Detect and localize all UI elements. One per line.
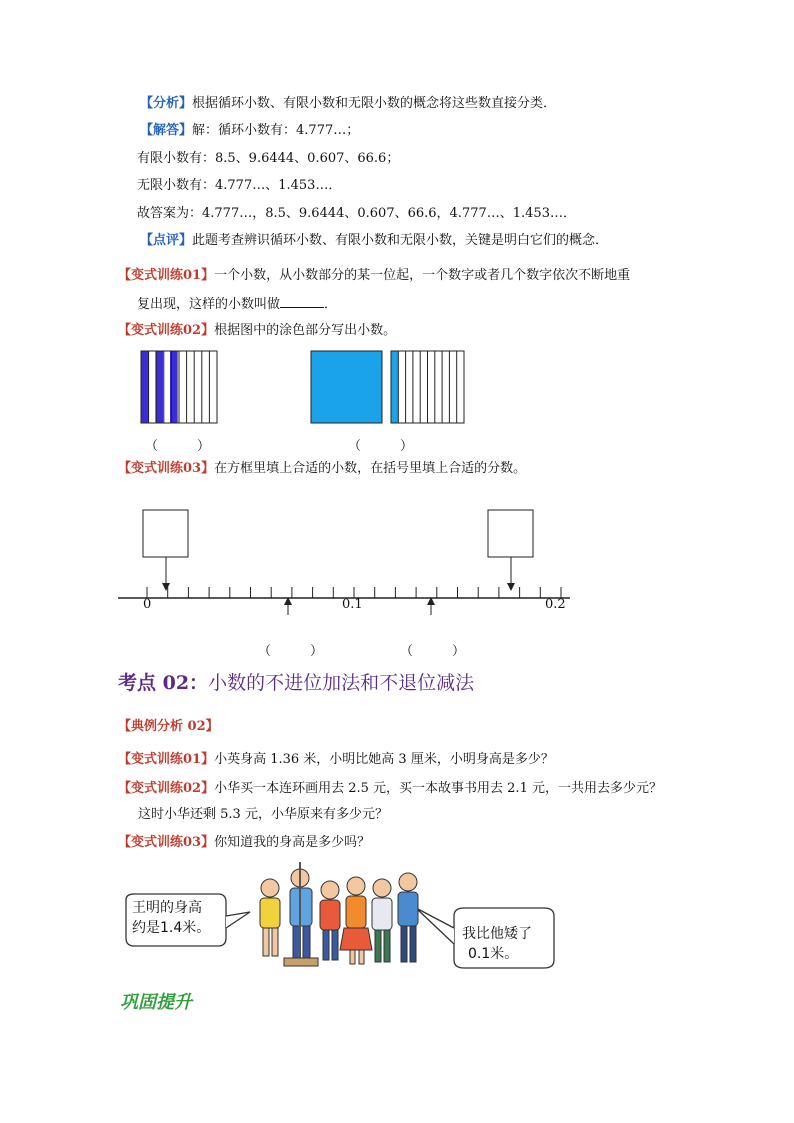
exercise-2-line <box>118 322 396 340</box>
number-line-label-0: 0 <box>143 597 152 612</box>
answer-blank[interactable] <box>280 295 324 308</box>
section2-exercise-3-line <box>118 834 370 852</box>
exercise-1-line-2 <box>137 295 337 314</box>
number-line-label-0-2: 0.2 <box>545 597 566 612</box>
striped-square-figure <box>390 350 466 425</box>
exercise-1-tag: 【变式训练01】 <box>118 268 215 283</box>
section-title: 小数的不进位加法和不退位减法 <box>208 672 475 694</box>
arrow-down-left-icon <box>162 583 170 591</box>
section2-exercise-3-text: 你知道我的身高是多少吗？ <box>214 835 371 850</box>
solution-line <box>140 122 359 140</box>
figure-1-answer-paren[interactable]: （ ） <box>145 439 211 454</box>
example-analysis-tag: 【典例分析 02】 <box>118 719 219 734</box>
number-line-label-0-1: 0.1 <box>342 597 363 612</box>
section2-exercise-2-line-2: 这时小华还剩 5.3 元，小华原来有多少元？ <box>138 807 388 822</box>
number-line-answer-paren-2[interactable]: （ ） <box>400 644 466 659</box>
exercise-1-text: 一个小数，从小数部分的某一位起，一个数字或者几个数字依次不断地重 <box>214 268 631 283</box>
answer-line: 故答案为：4.777…，8.5、9.6444、0.607、66.6，4.777…、1.453…． <box>137 206 576 221</box>
fenxi-text: 根据循环小数、有限小数和无限小数的概念将这些数直接分类． <box>192 96 557 111</box>
exercise-3-text: 在方框里填上合适的小数，在括号里填上合适的分数。 <box>214 461 527 476</box>
exercise-3-line <box>118 460 526 478</box>
children-group-icon <box>260 862 418 966</box>
dianping-text: 此题考查辨识循环小数、有限小数和无限小数，关键是明白它们的概念． <box>192 233 609 248</box>
fenxi-tag: 【分析】 <box>140 96 193 111</box>
number-line-box-left[interactable] <box>143 510 188 557</box>
finite-decimals-line: 有限小数有：8.5、9.6444、0.607、66.6； <box>137 151 400 166</box>
exercise-1-text-2a: 复出现，这样的小数叫做 <box>137 297 281 312</box>
arrow-down-right-icon <box>507 583 515 591</box>
figure-2-answer-paren[interactable]: （ ） <box>348 439 414 454</box>
full-square-figure <box>310 350 384 425</box>
bubble-left-text: 王明的身高 约是1.4米。 <box>132 900 211 936</box>
exercise-1-text-2b: ． <box>324 297 338 312</box>
infinite-decimals-line: 无限小数有：4.777…、1.453…． <box>137 178 342 193</box>
bubble-right-text: 我比他矮了 0.1米。 <box>462 926 532 962</box>
striped-rectangle-figure <box>140 350 220 425</box>
section-number: 考点 02： <box>118 672 209 694</box>
section-heading <box>118 668 474 695</box>
jieda-text: 解：循环小数有：4.777…； <box>192 123 360 138</box>
exercise-2-text: 根据图中的涂色部分写出小数。 <box>214 323 397 338</box>
section2-exercise-1-line <box>118 751 554 769</box>
number-line-answer-paren-1[interactable]: （ ） <box>258 644 324 659</box>
consolidation-heading: 巩固提升 <box>120 992 192 1013</box>
jieda-tag: 【解答】 <box>140 123 193 138</box>
section2-exercise-3-tag: 【变式训练03】 <box>118 835 215 850</box>
analysis-line <box>140 95 556 113</box>
comment-line <box>140 232 608 250</box>
section2-exercise-2-tag: 【变式训练02】 <box>118 781 215 796</box>
exercise-3-tag: 【变式训练03】 <box>118 461 215 476</box>
dianping-tag: 【点评】 <box>140 233 193 248</box>
exercise-1-line <box>118 267 630 285</box>
section2-exercise-1-text: 小英身高 1.36 米，小明比她高 3 厘米，小明身高是多少？ <box>214 752 554 767</box>
number-line-box-right[interactable] <box>488 510 533 557</box>
section2-exercise-1-tag: 【变式训练01】 <box>118 752 215 767</box>
section2-exercise-2-line <box>118 780 662 798</box>
section2-exercise-2-text: 小华买一本连环画用去 2.5 元，买一本故事书用去 2.1 元，一共用去多少元？ <box>214 781 662 796</box>
exercise-2-tag: 【变式训练02】 <box>118 323 215 338</box>
